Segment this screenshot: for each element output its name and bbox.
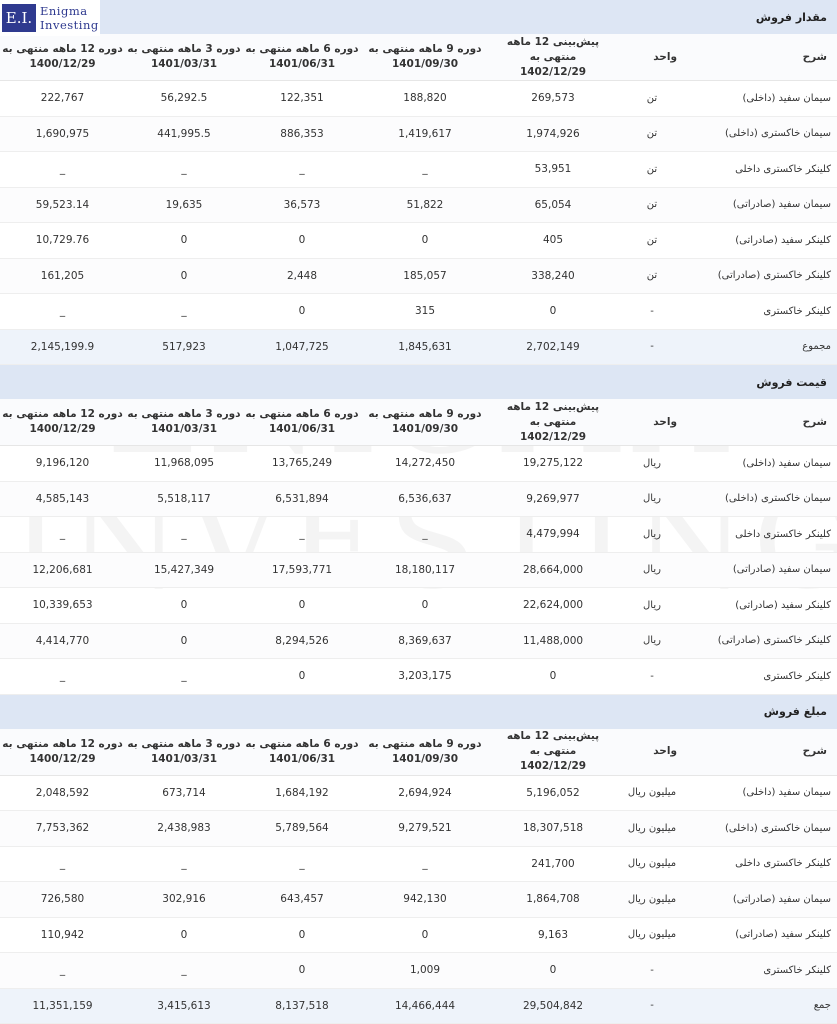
column-header-date: 1401/09/30: [391, 58, 459, 70]
value-cell: 0: [243, 223, 361, 259]
value-cell: 19,635: [125, 187, 243, 223]
value-cell: 2,702,149: [489, 329, 617, 365]
value-cell: 0: [243, 659, 361, 695]
description-cell: جمع: [687, 988, 837, 1024]
value-cell: _: [125, 152, 243, 188]
column-header-unit: واحد: [617, 34, 687, 81]
value-cell: 3,415,613: [125, 988, 243, 1024]
column-header-date: 1400/12/29: [29, 752, 96, 765]
column-header-date: 1401/06/31: [268, 58, 336, 70]
value-cell: 643,457: [243, 882, 361, 918]
column-header-date: 1401/03/31: [150, 423, 218, 435]
unit-cell: تن: [617, 223, 687, 259]
column-header-desc: شرح: [687, 729, 837, 776]
description-cell: کلینکر خاکستری: [687, 953, 837, 989]
value-cell: 4,479,994: [489, 517, 617, 553]
total-row: [0, 988, 837, 1024]
value-cell: _: [125, 294, 243, 330]
value-cell: 29,504,842: [489, 988, 617, 1024]
value-cell: _: [125, 659, 243, 695]
unit-cell: -: [617, 953, 687, 989]
description-cell: سیمان سفید (داخلی): [687, 775, 837, 811]
value-cell: 36,573: [243, 187, 361, 223]
value-cell: 7,753,362: [0, 811, 125, 847]
value-cell: 0: [125, 258, 243, 294]
value-cell: _: [0, 846, 125, 882]
table-row: [0, 882, 837, 918]
value-cell: 65,054: [489, 187, 617, 223]
value-cell: _: [243, 846, 361, 882]
column-header-date: 1401/09/30: [391, 423, 459, 435]
column-header-label: پیش‌بینی 12 ماهه منتهی به: [506, 730, 600, 757]
unit-cell: ریال: [617, 623, 687, 659]
value-cell: 28,664,000: [489, 552, 617, 588]
unit-cell: ریال: [617, 552, 687, 588]
value-cell: 59,523.14: [0, 187, 125, 223]
value-cell: 1,419,617: [361, 116, 489, 152]
column-header-date: 1401/06/31: [268, 752, 336, 765]
column-header-p3: [243, 34, 361, 81]
column-header-date: 1401/03/31: [150, 58, 218, 70]
value-cell: 338,240: [489, 258, 617, 294]
unit-cell: میلیون ریال: [617, 917, 687, 953]
value-cell: 0: [489, 294, 617, 330]
value-cell: 110,942: [0, 917, 125, 953]
value-cell: 517,923: [125, 329, 243, 365]
logo-mark: E.I.: [2, 4, 36, 32]
column-header-p1: [489, 729, 617, 776]
table-row: [0, 187, 837, 223]
column-header-date: 1402/12/29: [519, 65, 587, 78]
table-row: [0, 659, 837, 695]
value-cell: 0: [243, 953, 361, 989]
value-cell: 14,466,444: [361, 988, 489, 1024]
column-header-date: 1401/06/31: [268, 423, 336, 435]
unit-cell: -: [617, 294, 687, 330]
value-cell: 56,292.5: [125, 81, 243, 117]
data-table: [0, 729, 837, 1024]
column-header-unit: واحد: [617, 399, 687, 446]
value-cell: 5,789,564: [243, 811, 361, 847]
description-cell: سیمان خاکستری (داخلی): [687, 811, 837, 847]
column-header-p4: [125, 399, 243, 446]
description-cell: کلینکر سفید (صادراتی): [687, 223, 837, 259]
value-cell: 9,163: [489, 917, 617, 953]
description-cell: کلینکر خاکستری: [687, 659, 837, 695]
data-table: [0, 399, 837, 695]
table-row: [0, 223, 837, 259]
table-row: [0, 81, 837, 117]
value-cell: 13,765,249: [243, 446, 361, 482]
value-cell: 0: [489, 659, 617, 695]
value-cell: 8,369,637: [361, 623, 489, 659]
column-header-label: دوره 12 ماهه منتهی به: [2, 408, 123, 420]
value-cell: 8,294,526: [243, 623, 361, 659]
logo-line1: Enigma: [40, 4, 88, 18]
column-header-date: 1400/12/29: [29, 423, 96, 435]
column-header-p5: [0, 399, 125, 446]
header-row: [0, 729, 837, 776]
value-cell: _: [0, 953, 125, 989]
value-cell: 3,203,175: [361, 659, 489, 695]
value-cell: 0: [125, 623, 243, 659]
value-cell: _: [243, 152, 361, 188]
value-cell: 0: [243, 294, 361, 330]
column-header-label: دوره 12 ماهه منتهی به: [2, 43, 123, 55]
value-cell: 0: [125, 588, 243, 624]
value-cell: 10,729.76: [0, 223, 125, 259]
column-header-p5: [0, 729, 125, 776]
value-cell: 241,700: [489, 846, 617, 882]
unit-cell: تن: [617, 258, 687, 294]
value-cell: 14,272,450: [361, 446, 489, 482]
value-cell: 5,518,117: [125, 481, 243, 517]
column-header-date: 1400/12/29: [29, 58, 96, 70]
value-cell: 1,974,926: [489, 116, 617, 152]
value-cell: 1,047,725: [243, 329, 361, 365]
value-cell: 2,438,983: [125, 811, 243, 847]
unit-cell: -: [617, 988, 687, 1024]
value-cell: 222,767: [0, 81, 125, 117]
value-cell: 5,196,052: [489, 775, 617, 811]
column-header-label: دوره 3 ماهه منتهی به: [127, 737, 241, 750]
value-cell: 51,822: [361, 187, 489, 223]
description-cell: کلینکر خاکستری داخلی: [687, 152, 837, 188]
description-cell: کلینکر خاکستری: [687, 294, 837, 330]
value-cell: 9,269,977: [489, 481, 617, 517]
unit-cell: ریال: [617, 446, 687, 482]
value-cell: 17,593,771: [243, 552, 361, 588]
description-cell: کلینکر خاکستری (صادراتی): [687, 623, 837, 659]
table-row: [0, 775, 837, 811]
description-cell: سیمان سفید (صادراتی): [687, 187, 837, 223]
column-header-p3: [243, 729, 361, 776]
value-cell: 15,427,349: [125, 552, 243, 588]
column-header-label: پیش‌بینی 12 ماهه منتهی به: [506, 35, 600, 63]
value-cell: 315: [361, 294, 489, 330]
value-cell: 18,307,518: [489, 811, 617, 847]
table-row: [0, 116, 837, 152]
value-cell: 11,351,159: [0, 988, 125, 1024]
column-header-label: دوره 6 ماهه منتهی به: [245, 408, 359, 420]
unit-cell: ریال: [617, 588, 687, 624]
value-cell: _: [361, 517, 489, 553]
unit-cell: ریال: [617, 517, 687, 553]
value-cell: 188,820: [361, 81, 489, 117]
value-cell: 1,845,631: [361, 329, 489, 365]
unit-cell: تن: [617, 187, 687, 223]
value-cell: 0: [243, 588, 361, 624]
description-cell: کلینکر سفید (صادراتی): [687, 917, 837, 953]
column-header-date: 1401/09/30: [391, 752, 459, 765]
unit-cell: تن: [617, 116, 687, 152]
value-cell: 2,145,199.9: [0, 329, 125, 365]
table-row: [0, 953, 837, 989]
value-cell: 22,624,000: [489, 588, 617, 624]
description-cell: سیمان خاکستری (داخلی): [687, 481, 837, 517]
value-cell: 0: [361, 917, 489, 953]
value-cell: _: [125, 846, 243, 882]
description-cell: کلینکر خاکستری (صادراتی): [687, 258, 837, 294]
value-cell: 1,690,975: [0, 116, 125, 152]
section-3: [0, 695, 837, 1024]
value-cell: 161,205: [0, 258, 125, 294]
value-cell: 673,714: [125, 775, 243, 811]
header-row: [0, 399, 837, 446]
column-header-label: دوره 3 ماهه منتهی به: [127, 408, 241, 420]
value-cell: 886,353: [243, 116, 361, 152]
column-header-label: دوره 3 ماهه منتهی به: [127, 43, 241, 55]
value-cell: _: [243, 517, 361, 553]
value-cell: 4,585,143: [0, 481, 125, 517]
description-cell: سیمان سفید (صادراتی): [687, 882, 837, 918]
value-cell: _: [361, 152, 489, 188]
value-cell: 0: [489, 953, 617, 989]
value-cell: 4,414,770: [0, 623, 125, 659]
description-cell: کلینکر خاکستری داخلی: [687, 846, 837, 882]
value-cell: 12,206,681: [0, 552, 125, 588]
description-cell: مجموع: [687, 329, 837, 365]
table-row: [0, 552, 837, 588]
value-cell: 942,130: [361, 882, 489, 918]
value-cell: 10,339,653: [0, 588, 125, 624]
column-header-p2: [361, 399, 489, 446]
value-cell: 11,488,000: [489, 623, 617, 659]
unit-cell: میلیون ریال: [617, 882, 687, 918]
value-cell: _: [125, 953, 243, 989]
value-cell: 185,057: [361, 258, 489, 294]
unit-cell: تن: [617, 81, 687, 117]
table-row: [0, 588, 837, 624]
column-header-date: 1402/12/29: [519, 430, 587, 443]
header-row: [0, 34, 837, 81]
value-cell: 122,351: [243, 81, 361, 117]
unit-cell: میلیون ریال: [617, 775, 687, 811]
value-cell: 1,009: [361, 953, 489, 989]
unit-cell: ریال: [617, 481, 687, 517]
unit-cell: میلیون ریال: [617, 811, 687, 847]
enigma-investing-logo: [0, 0, 100, 36]
section-title: مقدار فروش: [0, 0, 837, 34]
value-cell: 2,448: [243, 258, 361, 294]
section-1: [0, 0, 837, 365]
table-row: [0, 811, 837, 847]
table-row: [0, 446, 837, 482]
value-cell: 1,864,708: [489, 882, 617, 918]
logo-line2: Investing: [40, 18, 99, 32]
column-header-p2: [361, 34, 489, 81]
total-row: [0, 329, 837, 365]
value-cell: 0: [125, 917, 243, 953]
description-cell: سیمان سفید (داخلی): [687, 446, 837, 482]
column-header-label: دوره 6 ماهه منتهی به: [245, 43, 359, 55]
section-title: مبلغ فروش: [0, 695, 837, 729]
unit-cell: -: [617, 659, 687, 695]
column-header-desc: شرح: [687, 399, 837, 446]
table-row: [0, 481, 837, 517]
value-cell: 6,536,637: [361, 481, 489, 517]
value-cell: _: [361, 846, 489, 882]
unit-cell: -: [617, 329, 687, 365]
value-cell: 269,573: [489, 81, 617, 117]
column-header-desc: شرح: [687, 34, 837, 81]
value-cell: 405: [489, 223, 617, 259]
value-cell: 0: [125, 223, 243, 259]
value-cell: 302,916: [125, 882, 243, 918]
value-cell: 6,531,894: [243, 481, 361, 517]
value-cell: _: [0, 659, 125, 695]
value-cell: 11,968,095: [125, 446, 243, 482]
value-cell: 18,180,117: [361, 552, 489, 588]
table-row: [0, 294, 837, 330]
column-header-label: دوره 6 ماهه منتهی به: [245, 737, 359, 750]
value-cell: 8,137,518: [243, 988, 361, 1024]
column-header-p4: [125, 34, 243, 81]
value-cell: 9,196,120: [0, 446, 125, 482]
column-header-date: 1402/12/29: [519, 760, 587, 772]
column-header-p1: [489, 399, 617, 446]
description-cell: سیمان سفید (صادراتی): [687, 552, 837, 588]
column-header-unit: واحد: [617, 729, 687, 776]
table-row: [0, 917, 837, 953]
value-cell: _: [0, 152, 125, 188]
value-cell: 0: [243, 917, 361, 953]
value-cell: 0: [361, 588, 489, 624]
description-cell: سیمان سفید (داخلی): [687, 81, 837, 117]
table-row: [0, 517, 837, 553]
value-cell: 2,694,924: [361, 775, 489, 811]
value-cell: _: [125, 517, 243, 553]
value-cell: 1,684,192: [243, 775, 361, 811]
column-header-p5: [0, 34, 125, 81]
value-cell: 19,275,122: [489, 446, 617, 482]
table-row: [0, 846, 837, 882]
unit-cell: میلیون ریال: [617, 846, 687, 882]
description-cell: کلینکر خاکستری داخلی: [687, 517, 837, 553]
table-row: [0, 623, 837, 659]
value-cell: 726,580: [0, 882, 125, 918]
table-row: [0, 258, 837, 294]
value-cell: _: [0, 517, 125, 553]
column-header-p2: [361, 729, 489, 776]
column-header-label: پیش‌بینی 12 ماهه منتهی به: [506, 400, 600, 428]
column-header-p1: [489, 34, 617, 81]
value-cell: 441,995.5: [125, 116, 243, 152]
column-header-label: دوره 12 ماهه منتهی به: [2, 737, 123, 750]
value-cell: 0: [361, 223, 489, 259]
table-row: [0, 152, 837, 188]
column-header-label: دوره 9 ماهه منتهی به: [368, 43, 482, 55]
description-cell: کلینکر سفید (صادراتی): [687, 588, 837, 624]
unit-cell: تن: [617, 152, 687, 188]
description-cell: سیمان خاکستری (داخلی): [687, 116, 837, 152]
section-title: قیمت فروش: [0, 365, 837, 399]
column-header-p4: [125, 729, 243, 776]
column-header-p3: [243, 399, 361, 446]
column-header-label: دوره 9 ماهه منتهی به: [368, 408, 482, 420]
column-header-label: دوره 9 ماهه منتهی به: [368, 737, 482, 750]
data-table: [0, 34, 837, 365]
value-cell: 53,951: [489, 152, 617, 188]
column-header-date: 1401/03/31: [150, 752, 218, 765]
section-2: [0, 365, 837, 695]
value-cell: 9,279,521: [361, 811, 489, 847]
value-cell: _: [0, 294, 125, 330]
value-cell: 2,048,592: [0, 775, 125, 811]
